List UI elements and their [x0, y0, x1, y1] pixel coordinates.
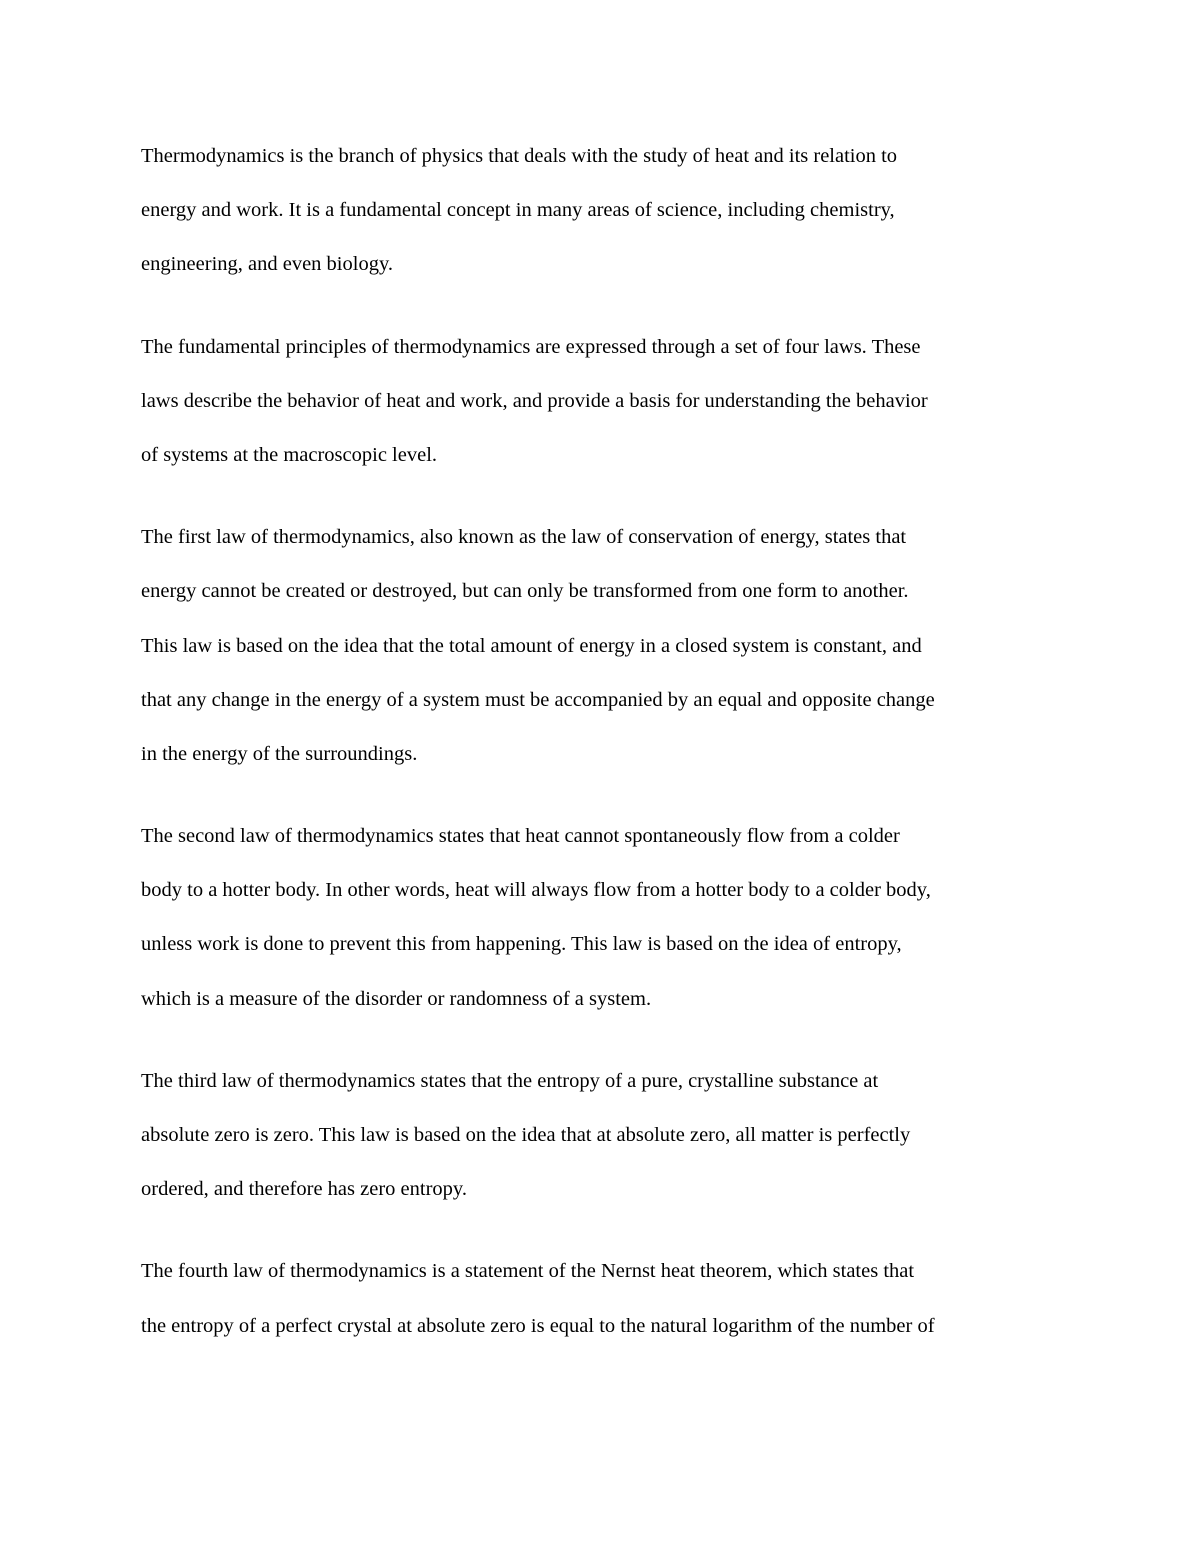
document-body [141, 129, 1061, 1381]
paragraph-line: energy cannot be created or destroyed, but can only be transformed from one form to another. [141, 580, 909, 603]
paragraph-line: The fourth law of thermodynamics is a statement of the Nernst heat theorem, which states that [141, 1260, 915, 1283]
paragraph-line: in the energy of the surroundings. [141, 742, 418, 765]
paragraph-line: Thermodynamics is the branch of physics that deals with the study of heat and its relation to [141, 145, 898, 167]
paragraph-line: The third law of thermodynamics states that the entropy of a pure, crystalline substance at [141, 1069, 879, 1092]
paragraph-line: The first law of thermodynamics, also known as the law of conservation of energy, states that [141, 526, 907, 549]
paragraph-line: body to a hotter body. In other words, heat will always flow from a hotter body to a colder body, [141, 879, 931, 902]
paragraph-line: of systems at the macroscopic level. [141, 443, 438, 466]
paragraph-line: The fundamental principles of thermodynamics are expressed through a set of four laws. These [141, 335, 921, 358]
paragraph-line: which is a measure of the disorder or randomness of a system. [141, 987, 652, 1010]
paragraph-line: energy and work. It is a fundamental concept in many areas of science, including chemistry, [141, 199, 895, 222]
paragraph-principles [141, 320, 1061, 483]
paragraph-line: This law is based on the idea that the total amount of energy in a closed system is constant, and [141, 634, 922, 657]
paragraph-line: unless work is done to prevent this from happening. This law is based on the idea of entropy, [141, 933, 902, 956]
paragraph-third-law [141, 1054, 1061, 1217]
paragraph-fourth-law [141, 1244, 1061, 1352]
paragraph-line: the entropy of a perfect crystal at absolute zero is equal to the natural logarithm of the number of [141, 1314, 935, 1337]
paragraph-line: that any change in the energy of a system must be accompanied by an equal and opposite change [141, 688, 935, 711]
paragraph-line: ordered, and therefore has zero entropy. [141, 1178, 467, 1201]
paragraph-line: The second law of thermodynamics states that heat cannot spontaneously flow from a colder [141, 825, 900, 848]
paragraph-line: engineering, and even biology. [141, 253, 393, 276]
paragraph-intro [141, 129, 1061, 292]
paragraph-line: laws describe the behavior of heat and work, and provide a basis for understanding the behavior [141, 389, 928, 412]
paragraph-line: absolute zero is zero. This law is based on the idea that at absolute zero, all matter is perfectly [141, 1124, 911, 1146]
paragraph-first-law [141, 510, 1061, 781]
paragraph-second-law [141, 809, 1061, 1026]
